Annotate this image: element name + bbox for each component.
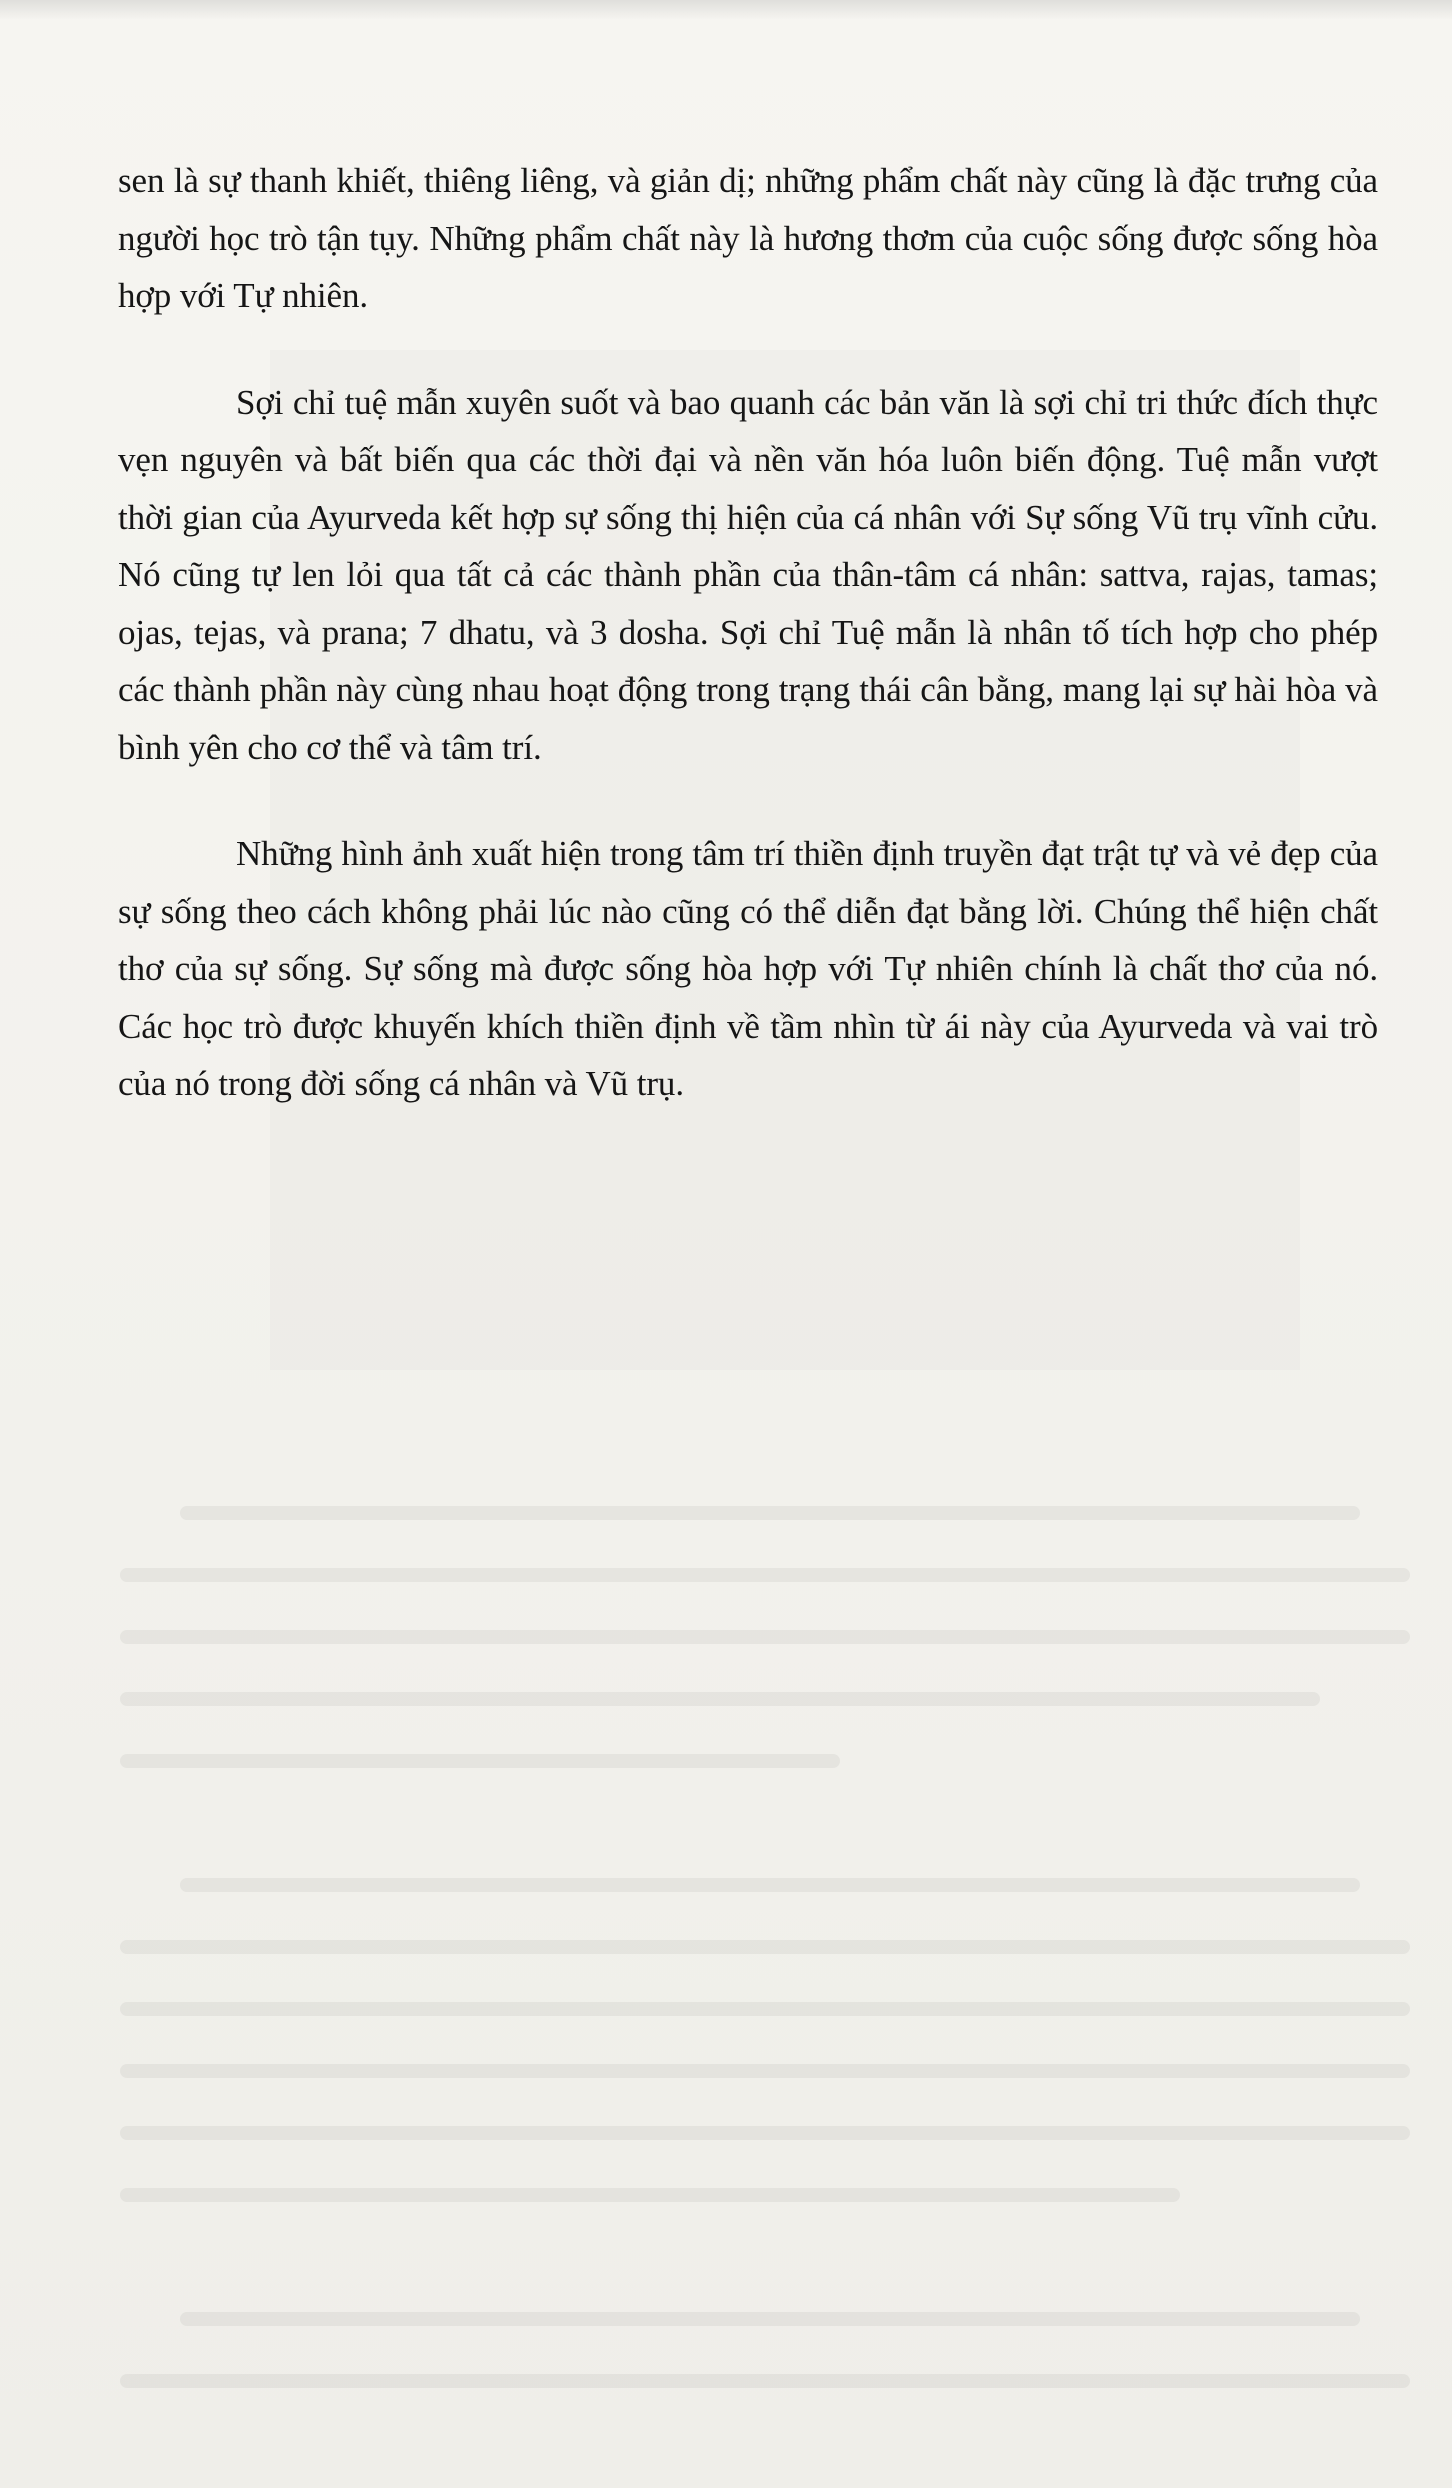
paragraph-3: Những hình ảnh xuất hiện trong tâm trí thiền định truyền đạt trật tự và vẻ đẹp của sự sống theo cách không phải lúc nào cũng có thể diễn đạt bằng lời. Chúng thể hiện chất thơ của sự sống. Sự sống mà được sống hòa hợp với Tự nhiên chính là chất thơ của nó. Các học trò được khuyến khích thiền định về tầm nhìn từ ái này của Ayurveda và vai trò của nó trong đời sống cá nhân và Vũ trụ. xyxy=(118,834,1378,1103)
page-top-shadow xyxy=(0,0,1452,20)
paragraph-1: sen là sự thanh khiết, thiêng liêng, và giản dị; những phẩm chất này cũng là đặc trưng của người học trò tận tụy. Những phẩm chất này là hương thơm của cuộc sống được sống hòa hợp với Tự nhiên. xyxy=(118,161,1378,315)
body-text xyxy=(118,152,1378,1113)
show-through-reverse-text xyxy=(120,1480,1420,2410)
paragraph-2: Sợi chỉ tuệ mẫn xuyên suốt và bao quanh các bản văn là sợi chỉ tri thức đích thực vẹn nguyên và bất biến qua các thời đại và nền văn hóa luôn biến động. Tuệ mẫn vượt thời gian của Ayurveda kết hợp sự sống thị hiện của cá nhân với Sự sống Vũ trụ vĩnh cửu. Nó cũng tự len lỏi qua tất cả các thành phần của thân-tâm cá nhân: sattva, rajas, tamas; ojas, tejas, và prana; 7 dhatu, và 3 dosha. Sợi chỉ Tuệ mẫn là nhân tố tích hợp cho phép các thành phần này cùng nhau hoạt động trong trạng thái cân bằng, mang lại sự hài hòa và bình yên cho cơ thể và tâm trí. xyxy=(118,382,1378,767)
